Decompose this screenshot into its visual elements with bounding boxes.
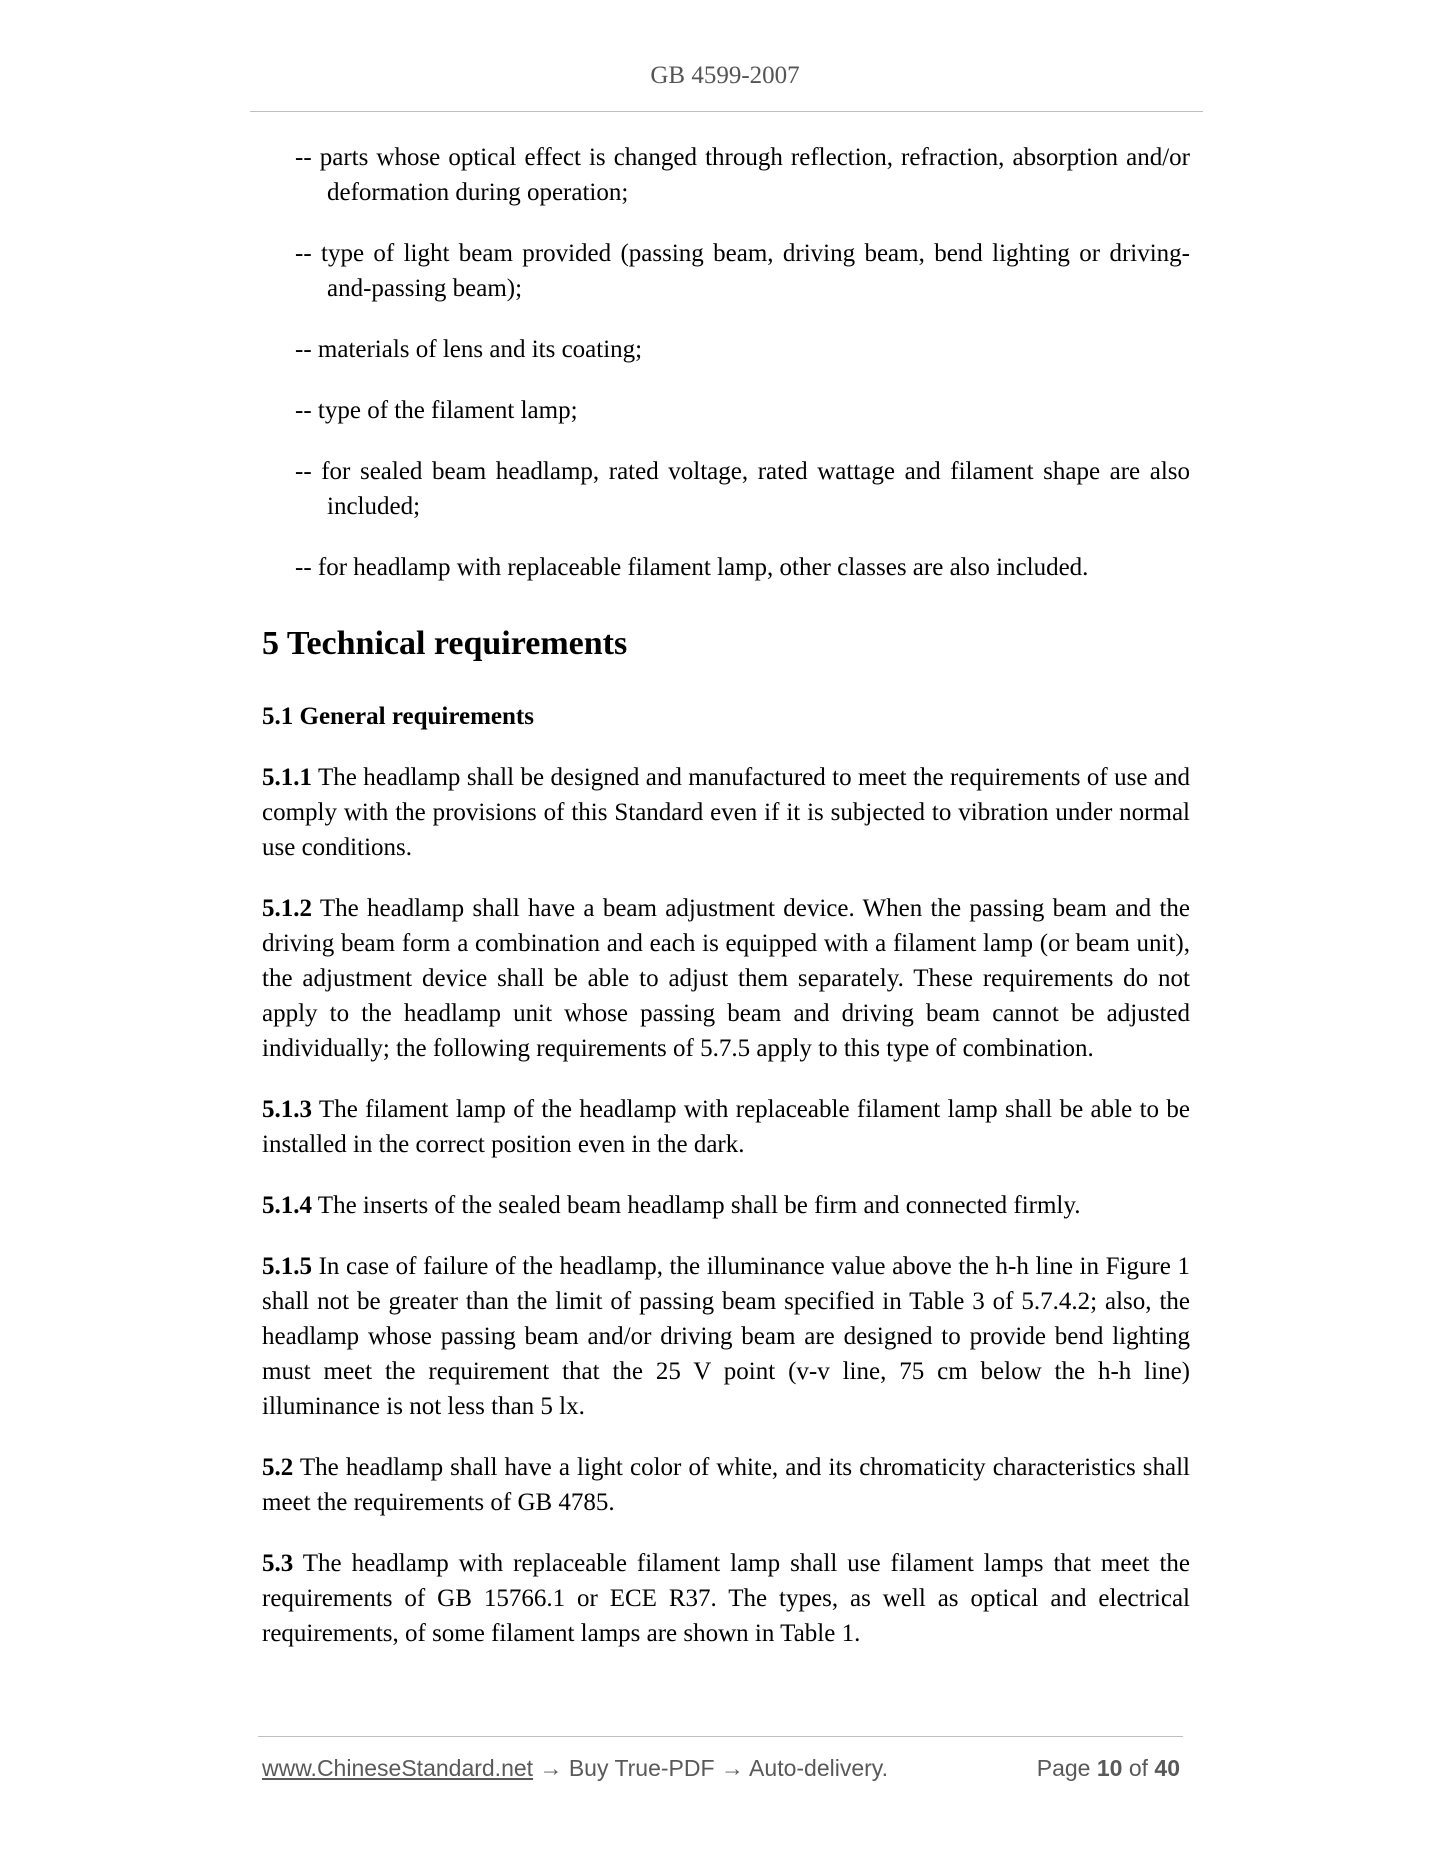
clause-number: 5.2: [262, 1454, 294, 1481]
list-item: -- type of light beam provided (passing beam, driving beam, bend lighting or driving-and-passing beam);: [295, 240, 1190, 302]
list-item: -- for headlamp with replaceable filament lamp, other classes are also included.: [295, 554, 1089, 581]
clause-text: The filament lamp of the headlamp with replaceable filament lamp shall be able to be installed in the correct position even in the dark.: [262, 1096, 1190, 1158]
clause-number: 5.1.3: [262, 1096, 312, 1123]
website-link[interactable]: www.ChineseStandard.net: [262, 1755, 534, 1781]
clause-paragraph: [262, 1092, 1190, 1162]
clause-number: 5.3: [262, 1550, 294, 1577]
clause-paragraph: [262, 1188, 1190, 1223]
page-header: GB 4599-2007: [650, 62, 800, 89]
clause-paragraph: [262, 1546, 1190, 1651]
clause-number: 5.1.4: [262, 1192, 312, 1219]
clause-number: 5.1.1: [262, 764, 312, 791]
page-of: of: [1122, 1755, 1155, 1781]
header-divider: [250, 111, 1203, 112]
list-item: -- parts whose optical effect is changed through reflection, refraction, absorption and/or deformation during operation;: [295, 144, 1190, 206]
clause-text: In case of failure of the headlamp, the illuminance value above the h-h line in Figure 1 shall not be greater than the limit of passing beam specified in Table 3 of 5.7.4.2; also, the headlamp whose passing beam and/or driving beam are designed to provide bend lighting must meet the requirement that the 25 V point (v-v line, 75 cm below the h-h line) illuminance is not less than 5 lx.: [262, 1253, 1190, 1420]
list-item: -- for sealed beam headlamp, rated voltage, rated wattage and filament shape are also included;: [295, 458, 1190, 520]
page-footer: [262, 1755, 1182, 1785]
clause-paragraph: [262, 760, 1190, 865]
page-current: 10: [1096, 1755, 1123, 1781]
subsection-heading: 5.1 General requirements: [262, 703, 534, 730]
section-heading: 5 Technical requirements: [262, 625, 628, 662]
footer-promo-text: → Buy True-PDF → Auto-delivery.: [533, 1755, 888, 1781]
page-total: 40: [1154, 1755, 1180, 1781]
page-number: [1037, 1755, 1180, 1782]
document-body: [262, 140, 1190, 1677]
clause-paragraph: [262, 891, 1190, 1066]
clause-text: The headlamp shall have a light color of white, and its chromaticity characteristics shall meet the requirements of GB 4785.: [262, 1454, 1190, 1516]
page-label: Page: [1036, 1755, 1097, 1781]
footer-promo: [262, 1755, 888, 1782]
clause-paragraph: [262, 1249, 1190, 1424]
clause-text: The headlamp shall have a beam adjustment device. When the passing beam and the driving beam form a combination and each is equipped with a filament lamp (or beam unit), the adjustment device shall be able to adjust them separately. These requirements do not apply to the headlamp unit whose passing beam and driving beam cannot be adjusted individually; the following requirements of 5.7.5 apply to this type of combination.: [262, 895, 1190, 1062]
clause-text: The inserts of the sealed beam headlamp shall be firm and connected firmly.: [312, 1192, 1081, 1219]
clause-text: The headlamp with replaceable filament lamp shall use filament lamps that meet the requirements of GB 15766.1 or ECE R37. The types, as well as optical and electrical requirements, of some filament lamps are shown in Table 1.: [262, 1550, 1190, 1647]
clause-text: The headlamp shall be designed and manufactured to meet the requirements of use and comply with the provisions of this Standard even if it is subjected to vibration under normal use conditions.: [262, 764, 1190, 861]
clause-number: 5.1.2: [262, 895, 312, 922]
list-item: -- materials of lens and its coating;: [295, 336, 643, 363]
list-item: -- type of the filament lamp;: [295, 397, 578, 424]
footer-divider: [258, 1736, 1183, 1737]
clause-paragraph: [262, 1450, 1190, 1520]
clause-number: 5.1.5: [262, 1253, 312, 1280]
